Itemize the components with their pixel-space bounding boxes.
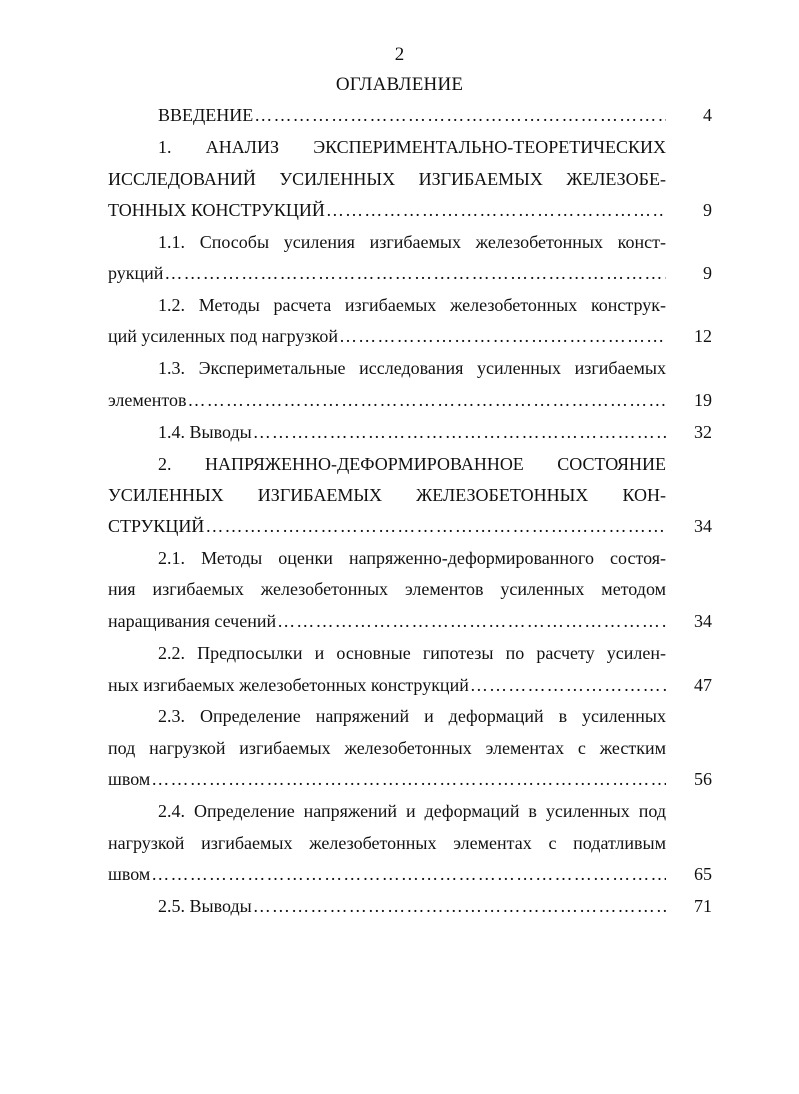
toc-page-ref: 65: [694, 864, 712, 884]
toc-entry-1-3-line: 1.3. Экспериметальные исследования усиленных изгибаемых: [158, 358, 666, 378]
toc-entry-label: ных изгибаемых железобетонных конструкций: [108, 675, 469, 695]
dot-leader: [205, 515, 666, 537]
toc-entry-label: рукций: [108, 263, 164, 283]
dot-leader: [253, 421, 666, 443]
dot-leader: [254, 104, 666, 126]
dot-leader: [151, 768, 666, 790]
dot-leader: [326, 199, 666, 221]
toc-entry-2-1-last: [108, 610, 666, 632]
toc-entry-label: ВВЕДЕНИЕ: [158, 105, 254, 125]
dot-leader: [188, 389, 666, 411]
toc-entry-1-4: [158, 421, 666, 443]
dot-leader: [151, 863, 666, 885]
toc-entry-1-1-last: [108, 262, 666, 284]
toc-entry-label: элементов: [108, 390, 187, 410]
toc-page-ref: 19: [694, 390, 712, 410]
toc-entry-2-4-last: [108, 863, 666, 885]
toc-entry-2-1-line: ния изгибаемых железобетонных элементов усиленных методом: [108, 579, 666, 599]
toc-entry-chapter-1-line: 1. АНАЛИЗ ЭКСПЕРИМЕНТАЛЬНО-ТЕОРЕТИЧЕСКИХ: [158, 137, 666, 157]
toc-entry-label: швом: [108, 864, 151, 884]
toc-page-ref: 56: [694, 769, 712, 789]
toc-entry-chapter-2-last: [108, 515, 666, 537]
page-number: 2: [394, 44, 405, 65]
toc-entry-2-3-line: 2.3. Определение напряжений и деформаций в усиленных: [158, 706, 666, 726]
toc-entry-label: ТОННЫХ КОНСТРУКЦИЙ: [108, 200, 325, 220]
dot-leader: [253, 895, 666, 917]
toc-page-ref: 4: [703, 105, 712, 125]
toc-entry-1-1-line: 1.1. Способы усиления изгибаемых железобетонных конст-: [158, 232, 666, 252]
toc-page-ref: 32: [694, 422, 712, 442]
toc-entry-1-2-last: [108, 325, 666, 347]
dot-leader: [164, 262, 666, 284]
toc-page-ref: 9: [703, 200, 712, 220]
toc-entry-2-4-line: 2.4. Определение напряжений и деформаций в усиленных под: [158, 801, 666, 821]
toc-entry-2-3-last: [108, 768, 666, 790]
toc-entry-intro: [158, 104, 666, 126]
dot-leader: [277, 610, 666, 632]
toc-page-ref: 47: [694, 675, 712, 695]
toc-entry-label: 2.5. Выводы: [158, 896, 252, 916]
toc-entry-label: СТРУКЦИЙ: [108, 516, 205, 536]
toc-entry-1-2-line: 1.2. Методы расчета изгибаемых железобетонных конструк-: [158, 295, 666, 315]
toc-entry-chapter-1-line: ИССЛЕДОВАНИЙ УСИЛЕННЫХ ИЗГИБАЕМЫХ ЖЕЛЕЗОБЕ-: [108, 169, 666, 189]
toc-entry-2-3-line: под нагрузкой изгибаемых железобетонных элементах с жестким: [108, 738, 666, 758]
page-title: ОГЛАВЛЕНИЕ: [335, 74, 464, 95]
toc-entry-1-3-last: [108, 389, 666, 411]
toc-entry-label: наращивания сечений: [108, 611, 277, 631]
toc-page-ref: 71: [694, 896, 712, 916]
toc-entry-2-2-line: 2.2. Предпосылки и основные гипотезы по расчету усилен-: [158, 643, 666, 663]
dot-leader: [470, 674, 666, 696]
toc-page-ref: 34: [694, 516, 712, 536]
toc-entry-chapter-1-last: [108, 199, 666, 221]
toc-entry-chapter-2-line: 2. НАПРЯЖЕННО-ДЕФОРМИРОВАННОЕ СОСТОЯНИЕ: [158, 454, 666, 474]
toc-entry-label: ций усиленных под нагрузкой: [108, 326, 338, 346]
toc-page-ref: 12: [694, 326, 712, 346]
dot-leader: [339, 325, 666, 347]
toc-entry-2-4-line: нагрузкой изгибаемых железобетонных элементах с податливым: [108, 833, 666, 853]
toc-entry-label: 1.4. Выводы: [158, 422, 252, 442]
toc-page-ref: 34: [694, 611, 712, 631]
toc-entry-2-5: [158, 895, 666, 917]
toc-entry-chapter-2-line: УСИЛЕННЫХ ИЗГИБАЕМЫХ ЖЕЛЕЗОБЕТОННЫХ КОН-: [108, 485, 666, 505]
toc-page-ref: 9: [703, 263, 712, 283]
toc-entry-label: швом: [108, 769, 151, 789]
toc-entry-2-1-line: 2.1. Методы оценки напряженно-деформированного состоя-: [158, 548, 666, 568]
toc-entry-2-2-last: [108, 674, 666, 696]
